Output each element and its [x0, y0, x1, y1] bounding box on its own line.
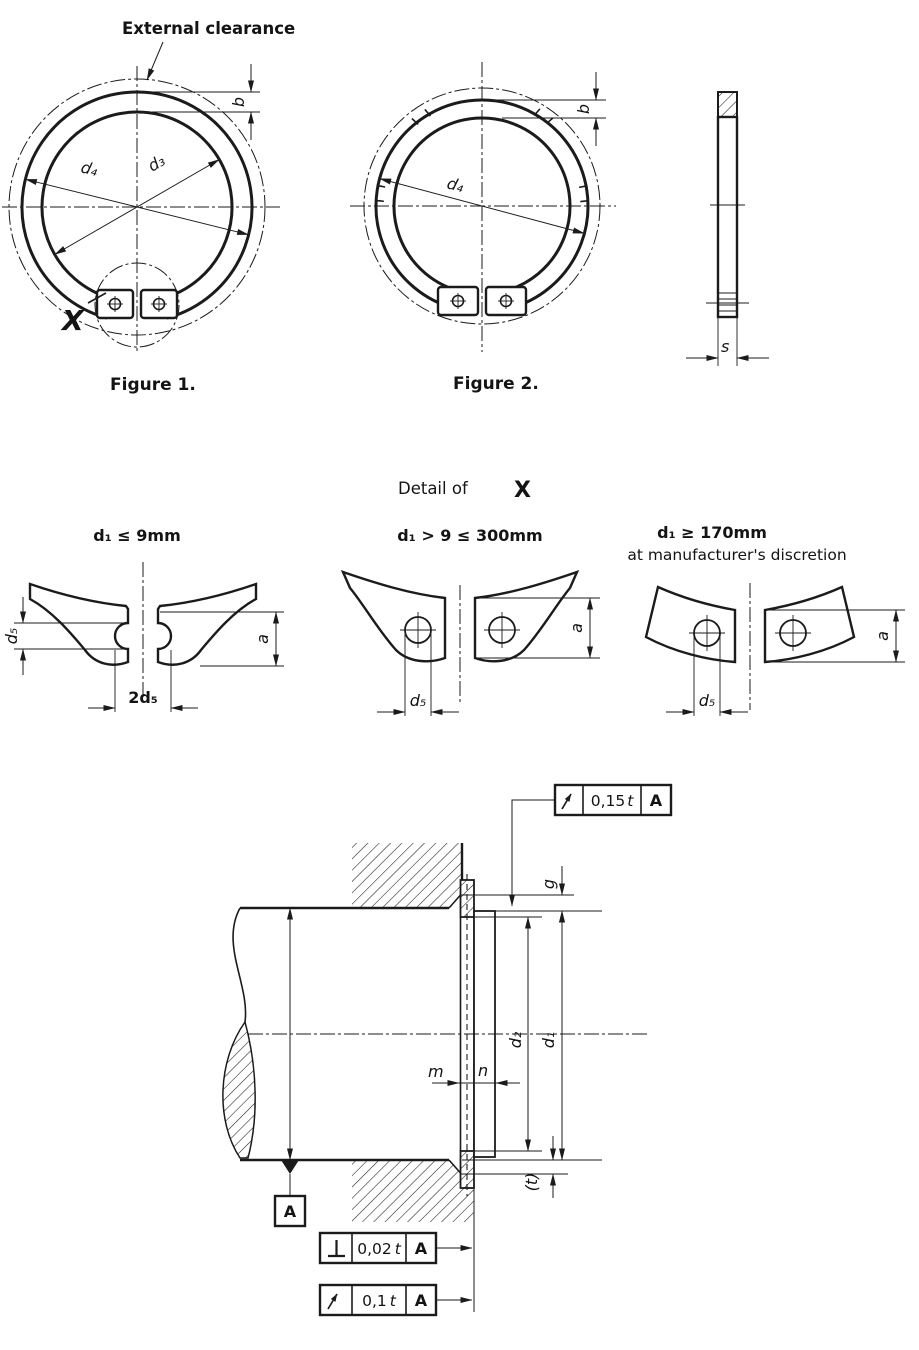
datum-feature [275, 908, 305, 1226]
ring-section-hatch [718, 92, 737, 117]
detail-title-ref: X [514, 478, 531, 503]
ring-end-right [158, 584, 256, 665]
installation-drawing [223, 785, 671, 1315]
s-label: s [721, 337, 730, 356]
figure2-caption: Figure 2. [453, 374, 539, 394]
ring-segment-left [646, 587, 735, 662]
x-marker: X [62, 304, 84, 337]
housing-section-bottom [352, 1160, 474, 1222]
detail-variant-1 [2, 562, 284, 712]
a-label: a [253, 634, 272, 644]
a-label: a [873, 631, 892, 641]
variant3-condition: d₁ ≥ 170mm [657, 523, 767, 542]
variant1-condition: d₁ ≤ 9mm [93, 526, 181, 545]
housing-section-top [352, 843, 462, 908]
tolerance-datum: A [414, 1239, 428, 1258]
external-clearance-label: External clearance [122, 19, 296, 38]
tolerance-leader [512, 800, 555, 906]
ring-end-left [343, 572, 445, 661]
d5-label: d₅ [409, 691, 427, 710]
ring-side-body [718, 117, 737, 317]
m-label: m [428, 1062, 444, 1081]
break-line [233, 908, 246, 1022]
tolerance-value: 0,15 t [590, 792, 634, 810]
d4-label: d₄ [79, 157, 100, 180]
g-label: g [539, 878, 558, 890]
d1-label: d₁ [539, 1031, 558, 1049]
detail-section-titles [93, 478, 846, 564]
d5-label: d₅ [2, 627, 21, 645]
ring-end-right [475, 572, 577, 661]
side-view [686, 92, 769, 366]
a-label: a [567, 623, 586, 633]
b-label: b [229, 96, 248, 108]
detail-variant-2 [343, 572, 600, 716]
tolerance-frame-perpendicularity [320, 1233, 472, 1263]
d5-label: d₅ [698, 691, 716, 710]
figure-2 [350, 62, 616, 394]
variant2-condition: d₁ > 9 ≤ 300mm [397, 526, 543, 545]
d2-label: d₂ [506, 1031, 525, 1049]
external-clearance-leader [147, 42, 163, 80]
detail-variant-3 [646, 583, 905, 716]
detail-title: Detail of [398, 479, 468, 498]
dim-b [484, 72, 606, 146]
break-lens [223, 1022, 255, 1158]
ring-segment-right [765, 587, 854, 662]
tolerance-datum: A [414, 1291, 428, 1310]
ring-end-left [30, 584, 128, 665]
dim-b [137, 64, 260, 140]
tolerance-frame-runout-top [512, 785, 671, 906]
2d5-label: 2d₅ [128, 688, 158, 707]
b-label: b [574, 103, 593, 115]
t-label: (t) [522, 1172, 541, 1192]
tolerance-value: 0,1 t [362, 1292, 396, 1310]
figure-1 [2, 19, 295, 395]
tolerance-value: 0,02 t [357, 1240, 401, 1258]
tolerance-datum: A [649, 791, 663, 810]
tolerance-frame-runout-bottom [320, 1285, 472, 1315]
ring-outer-edge [376, 100, 588, 309]
d3-label: d₃ [144, 150, 169, 176]
datum-triangle [281, 1160, 299, 1174]
dim-s [686, 317, 769, 366]
d4-label: d₄ [444, 173, 466, 197]
variant3-condition-note: at manufacturer's discretion [627, 546, 847, 564]
datum-label: A [283, 1202, 297, 1221]
figure1-caption: Figure 1. [110, 375, 196, 395]
n-label: n [478, 1061, 489, 1080]
